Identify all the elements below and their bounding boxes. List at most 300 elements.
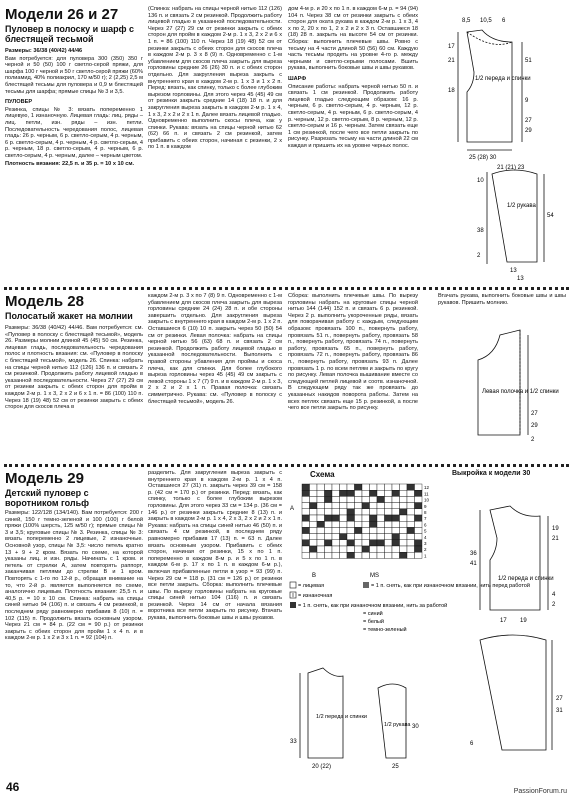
chart-cell — [355, 515, 363, 521]
chart-cell — [310, 490, 318, 496]
chart-cell — [370, 552, 378, 558]
chart-cell — [370, 509, 378, 515]
chart-cell — [392, 496, 400, 502]
chart-cell — [392, 515, 400, 521]
chart-cell — [407, 534, 415, 540]
chart-cell — [332, 540, 340, 546]
stitch-chart — [288, 480, 438, 580]
chart-cell — [317, 509, 325, 515]
chart-cell — [415, 496, 423, 502]
chart-cell — [317, 527, 325, 533]
section-models-26-27 — [0, 0, 573, 285]
chart-arrow-a-label: A — [290, 506, 295, 512]
chart-cell — [385, 496, 393, 502]
chart-cell — [377, 509, 385, 515]
chart-cell — [332, 484, 340, 490]
chart-cell — [355, 509, 363, 515]
chart-cell — [325, 515, 333, 521]
chart-cell — [347, 546, 355, 552]
chart-cell — [400, 527, 408, 533]
d1-n10: 29 — [525, 128, 532, 134]
chart-cell — [317, 490, 325, 496]
chart-cell — [302, 540, 310, 546]
child-pattern-diagrams — [288, 648, 438, 778]
chart-cell — [362, 546, 370, 552]
chart-cell — [325, 496, 333, 502]
chart-cell — [310, 503, 318, 509]
chart-cell — [302, 484, 310, 490]
chart-cell — [415, 484, 423, 490]
p30-n6: 19 — [520, 618, 527, 624]
chart-cell — [332, 527, 340, 533]
m28-text-4: Втачать рукава, выполнить боковые швы и швы рукавов. Пришить молнию. — [438, 293, 566, 306]
chart-cell — [347, 540, 355, 546]
d2-n2: 54 — [547, 213, 554, 219]
chart-cell — [377, 515, 385, 521]
chart-arrow-b-label: B — [312, 573, 317, 579]
chart-row-number: 10 — [424, 497, 430, 503]
chart-cell — [415, 534, 423, 540]
chart-cell — [400, 509, 408, 515]
m29-text-2: разделить. Для закругления выреза закрыть с внутреннего края в каждом 2-м р. 1 х 4 п. Оставшиеся 27 (31) п. закрыть через 39 см = 158 р. (42 см = 170 р.) от резинки. Перед: вязать, как спинку, только с более глубоким вырезом горловины. Для этого через 33 см = 134 р. (36 см = 146 р.) от резинки закрыть средние 8 (13) п. и закрыть в каждом 2-м р. 1 х 4, 2 х 3, 2 х 2 и 2 х 1 п. Рукава: набрать на спицы синей нитью 46 (50) п. и связать 4 см резинкой, в последнем ряду равномерно прибавив 17 (13) п. = 63 п. Далее вязать основным узором. Прибавить с обеих сторон, начиная от резинки, 15 х по 1 п. попеременно в каждом 8-м р. и 5 х по 1 п. в каждом 6-м р. 17 х по 1 п. в каждом 6-м р.), включая прибавленные петли в узор = 93 (99) п. Через 29 см = 118 р. (31 см = 126 р.) от резинки все петли закрыть. Сборка: выполнить плечевые швы. По вырезу горловины набрать на круговые спицы синей нитью 104 (116) п. и связать резинкой. Через 14 см от начала вязания воротника все петли закрыть по рисунку. Втачать рукава, выполнить боковые швы и швы рукавов. — [148, 470, 282, 622]
p30-n8: 2 — [552, 602, 556, 608]
chart-cell — [302, 490, 310, 496]
chart-cell — [332, 509, 340, 515]
chart-cell — [392, 503, 400, 509]
chart-cell — [377, 552, 385, 558]
chart-cell — [415, 540, 423, 546]
chart-cell — [392, 484, 400, 490]
scheme-title: Схема — [310, 470, 335, 479]
chart-cell — [325, 490, 333, 496]
small-bot-1: 20 (22) — [312, 764, 332, 770]
watermark: PassionForum.ru — [513, 788, 567, 795]
chart-cell — [355, 496, 363, 502]
sleeve-assembly-text: дом 4-м р. и 20 х по 1 п. в каждом 6-м р. = 94 (94) 104 п. Через 38 см от резинки закрыть с обеих сторон для окатa рукава в каждом 2-м р. 1 х 3, 4 х по 2, 20 х по 1, 2 х 2 и 2 х 3 п. Оставшиеся 18 (18) 28 п. закрыть на высоте 54 см от резинки. Сборка: выполнить плечевые швы. Ровно с тесьму на 4 части длиной 50 (56) 60 см. Каждую часть тесьмы продеть на уровне 4-го р. между черными и светло-серыми полосами. Вшить рукава, выполнить боковые швы и швы рукавов. — [288, 6, 418, 72]
chart-cell — [355, 521, 363, 527]
m28-column-2 — [148, 293, 282, 457]
d1-bottom: 25 (28) 30 — [469, 155, 497, 161]
d1-n5: 21 — [448, 58, 455, 64]
small-n1: 33 — [290, 739, 297, 745]
chart-cell — [302, 546, 310, 552]
chart-cell — [347, 552, 355, 558]
chart-cell — [385, 484, 393, 490]
chart-cell — [340, 534, 348, 540]
d1-n4: 17 — [448, 44, 455, 50]
chart-cell — [385, 521, 393, 527]
chart-cell — [407, 503, 415, 509]
chart-cell — [347, 490, 355, 496]
chart-cell — [317, 534, 325, 540]
chart-cell — [407, 546, 415, 552]
chart-cell — [392, 540, 400, 546]
chart-cell — [407, 521, 415, 527]
chart-cell — [325, 534, 333, 540]
chart-cell — [400, 552, 408, 558]
chart-cell — [370, 546, 378, 552]
page-title: Модели 26 и 27 — [5, 6, 119, 23]
chart-cell — [407, 509, 415, 515]
m29-column-2 — [148, 470, 282, 780]
model-28-title: Модель 28 — [5, 293, 84, 310]
chart-cell — [355, 527, 363, 533]
chart-cell — [377, 503, 385, 509]
m28-column-4 — [438, 293, 566, 313]
chart-row-number: 12 — [424, 485, 430, 491]
chart-cell — [362, 552, 370, 558]
chart-cell — [310, 552, 318, 558]
chart-cell — [332, 546, 340, 552]
chart-cell — [302, 503, 310, 509]
chart-cell — [385, 534, 393, 540]
m28-column-3 — [288, 293, 418, 457]
chart-cell — [302, 509, 310, 515]
p30-n3: 36 — [470, 551, 477, 557]
materials-text: Вам потребуется: для пуловера 300 (350) 350 г черной и 50 (50) 100 г светло-серой пряжи, для шарфа 100 г черной и 50 г светло-серой пряжи (60% полиамид, 40% полиакрил, 170 м/50 г); 2 (2,25) 2,5 м блестящей тесьмы для пуловера и 0,9 м блестящей тесьмы для шарфа; прямые спицы № 3 и 3,5. — [5, 55, 143, 95]
chart-cell — [370, 496, 378, 502]
chart-cell — [310, 546, 318, 552]
chart-cell — [302, 515, 310, 521]
section-model-29 — [0, 468, 573, 768]
chart-cell — [362, 484, 370, 490]
d1-n6: 51 — [525, 58, 532, 64]
chart-cell — [325, 527, 333, 533]
legend-purl: = изнаночная — [298, 593, 333, 599]
chart-cell — [317, 546, 325, 552]
chart-cell — [392, 490, 400, 496]
chart-cell — [362, 503, 370, 509]
chart-cell — [310, 527, 318, 533]
chart-row-number: 4 — [424, 534, 427, 540]
chart-cell — [370, 503, 378, 509]
chart-cell — [370, 521, 378, 527]
chart-cell — [362, 521, 370, 527]
chart-cell — [355, 534, 363, 540]
chart-row-number: 11 — [424, 491, 429, 497]
chart-cell — [340, 521, 348, 527]
chart-cell — [392, 546, 400, 552]
model-28-subtitle: Полосатый жакет на молнии — [5, 311, 133, 321]
chart-cell — [302, 527, 310, 533]
chart-cell — [355, 552, 363, 558]
model-29-title: Модель 29 — [5, 470, 84, 487]
m28-column-1 — [5, 325, 143, 457]
chart-row-number: 6 — [424, 522, 427, 528]
chart-cell — [392, 534, 400, 540]
d1-n8: 9 — [525, 98, 529, 104]
chart-cell — [407, 490, 415, 496]
d1-n3: 6 — [502, 18, 506, 24]
d1-n7: 18 — [448, 88, 455, 94]
m29-text-1: Размеры: 122/128 (134/140). Вам потребуется: 200 г синей, 150 г темно-зеленой и 100 (100) г белой пряжи (100% шерсть, 125 м/50 г); прямые спицы № 3 и 3,5; круговые спицы № 3. Резинка, спицы № 3: вязать попеременно 2 лицевые, 2 изнаночные. Основной узор, спицы № 3,5: число петель кратно 13 + 9 + 2 кром. Вязать по схеме, на которой указаны лиц. и изн. ряды. Начинать с 1 кром. и петель от стрелки А, затем повторять раппорт, заканчивая петлями до стрелки В и 1 кром. Повторять с 1-го по 12-й р., обращая внимание на то, что 2-й р. является выполняется по схеме, аналогично лицевым. Плотность вязания: 25,5 п. и 40,5 р. = 10 х 10 см. Спинка: набрать на спицы синей нитью 94 (106) п. и связать 4 см резинкой, в последнем ряду равномерно прибавив 8 (10) п. = 102 (115) п. Продолжить вязать основным узором. Через 21 см = 84 р. (22 см = 90 р.) от резинки закрыть с обеих сторон для пройм 1 х 4 п. и в каждом 2-м р. 1 х 2 и 3 х 1 п. = 92 (104) п. — [5, 510, 143, 642]
model-29-subtitle: Детский пуловер с воротником гольф — [5, 488, 90, 508]
p30-n2: 21 — [552, 536, 559, 542]
chart-cell — [347, 527, 355, 533]
chart-cell — [340, 552, 348, 558]
chart-cell — [325, 540, 333, 546]
d1-n9: 27 — [525, 118, 532, 124]
p30-sleeve-n3: 31 — [556, 708, 563, 714]
chart-cell — [400, 540, 408, 546]
chart-cell — [347, 534, 355, 540]
chart-cell — [392, 552, 400, 558]
chart-cell — [392, 527, 400, 533]
chart-cell — [400, 496, 408, 502]
chart-cell — [377, 490, 385, 496]
chart-cell — [302, 521, 310, 527]
chart-cell — [377, 540, 385, 546]
chart-cell — [385, 490, 393, 496]
chart-cell — [407, 515, 415, 521]
chart-cell — [377, 534, 385, 540]
d2-bottom: 13 — [517, 276, 524, 282]
jacket-pattern-diagram — [420, 315, 559, 455]
chart-cell — [415, 503, 423, 509]
chart-cell — [362, 534, 370, 540]
chart-cell — [362, 490, 370, 496]
chart-cell — [302, 496, 310, 502]
d2-n1: 10 — [477, 178, 484, 184]
chart-cell — [400, 546, 408, 552]
small-label-2: 1/2 рукава — [384, 722, 411, 728]
small-bot-2: 25 — [392, 764, 399, 770]
m28-text-2: каждом 2-м р. 3 х по 7 (8) 9 п. Одновременно с 1-м убавлением для скосов плеча закрыть для выреза горловины средние 24 (24) 28 п. и обе стороны завершить отдельно. Для закругления выреза закрыть с внутреннего края в каждом 2-м р. 1 х 2 п. Оставшиеся 6 (10) 10 п. закрыть через 50 (50) 54 см от резинки. Левая полочка: набрать на спицы черной нитью 56 (63) 68 п. и связать 2 см резинкой. Продолжить работу лицевой гладью в указанной последовательности. Выполнить с правой стороны убавления для проймы и скоса плеча, как для спинки. Для более глубокого выреза горловины через 45 (45) 49 см закрыть с левой стороны 1 х 7 (7) 9 п. и в каждом 2-м р. 1 х 3, 2 х 2 и 2 х 1 п. Правая полочка: связать симметрично. Рукава: см. «Пуловер в полоску с блестящей тесьмой», модель 26. — [148, 293, 282, 405]
chart-cell — [340, 515, 348, 521]
chart-cell — [310, 540, 318, 546]
d1-n2: 10,5 — [480, 18, 492, 24]
chart-cell — [377, 546, 385, 552]
chart-cell — [385, 546, 393, 552]
chart-cell — [355, 540, 363, 546]
chart-cell — [347, 484, 355, 490]
p30-sleeve-n1: 27 — [556, 696, 563, 702]
chart-cell — [317, 521, 325, 527]
text-column-2 — [148, 6, 282, 282]
chart-cell — [310, 496, 318, 502]
chart-cell — [370, 484, 378, 490]
chart-cell — [385, 509, 393, 515]
jacket-n1: 27 — [531, 411, 538, 417]
chart-cell — [415, 527, 423, 533]
chart-row-number: 2 — [424, 547, 427, 553]
chart-cell — [392, 509, 400, 515]
chart-cell — [385, 515, 393, 521]
chart-cell — [415, 546, 423, 552]
density-text: Плотность вязания: 22,5 п. и 35 р. = 10 х 10 см. — [5, 160, 135, 167]
chart-cell — [362, 527, 370, 533]
pullover-heading: ПУЛОВЕР — [5, 99, 33, 106]
chart-row-number: 1 — [424, 553, 427, 559]
page-number: 46 — [6, 780, 20, 794]
chart-cell — [370, 534, 378, 540]
chart-cell — [310, 515, 318, 521]
d2-n4: 2 — [477, 253, 481, 259]
p30-n5: 17 — [500, 618, 507, 624]
chart-cell — [310, 521, 318, 527]
d1-n1: 8,5 — [462, 18, 471, 24]
chart-cell — [415, 552, 423, 558]
m28-text-3: Сборка: выполнить плечевые швы. По вырезу горловины набрать на круговые спицы черной нитью 144 (144) 152 п. и связать 6 р. резинкой. Через 2 р. выполнить укороченные ряды, вязать для поворачивая работу с каждым, следующим образом: провязать 100 п., повернуть работу, провязать 51 п., повернуть работу, провязать 58 п., повернуть работу, провязать 74 п., повернуть работу, провязать 65 п., повернуть работу, провязать 72 п., повернуть работу, провязать 86 п., повернуть работу, провязать 93 п. Далее провязать 1 р. по всем петлям и закрыть по кругу по рисунку. Левая полочка вышивание вместе со следующей петлей лицевой и соотв. изнаночной. В следующем ряду так же провязать до указанных накидов поворота работы. Затем на всех петлях связать еще 15 р. резинкой, а после чего все петли закрыть по рисунку. — [288, 293, 418, 412]
chart-cell — [400, 521, 408, 527]
chart-cell — [340, 540, 348, 546]
chart-cell — [340, 509, 348, 515]
chart-cell — [400, 534, 408, 540]
chart-cell — [355, 503, 363, 509]
chart-cell — [370, 490, 378, 496]
chart-cell — [325, 521, 333, 527]
chart-cell — [355, 546, 363, 552]
chart-cell — [310, 509, 318, 515]
text-column-3 — [288, 6, 418, 282]
chart-cell — [362, 540, 370, 546]
chart-cell — [317, 540, 325, 546]
chart-cell — [317, 496, 325, 502]
p30-n4: 41 — [470, 561, 477, 567]
d2-label: 1/2 рукава — [507, 203, 536, 209]
legend-slip-front: = 1 п. снять, как при изнаночном вязании, нить перед работой — [371, 583, 530, 589]
chart-cell — [317, 503, 325, 509]
chart-row-number: 3 — [424, 541, 427, 546]
scarf-heading: ШАРФ — [288, 75, 307, 82]
chart-cell — [415, 515, 423, 521]
chart-cell — [377, 484, 385, 490]
legend-slip-back: = 1 п. снять, как при изнаночном вязании, нить за работой — [298, 603, 448, 609]
chart-cell — [310, 484, 318, 490]
legend-blue: = синий — [363, 611, 383, 617]
divider-1 — [4, 287, 569, 290]
chart-cell — [370, 527, 378, 533]
chart-cell — [370, 515, 378, 521]
chart-cell — [340, 527, 348, 533]
chart-cell — [400, 490, 408, 496]
chart-cell — [385, 503, 393, 509]
p30-label: 1/2 переда и спинки — [498, 576, 554, 582]
d2-top: 21 (21) 23 — [497, 165, 525, 171]
chart-cell — [407, 484, 415, 490]
chart-cell — [392, 521, 400, 527]
chart-cell — [325, 484, 333, 490]
chart-cell — [340, 490, 348, 496]
divider-2 — [4, 464, 569, 467]
technique-text: Резинка, спицы № 3: вязать попеременно 1 лицевую, 1 изнаночную. Лицевая гладь: лиц. ряды – лиц. петли, изн. ряды – изн. петли. Последовательность чередования полос, лицевая гладь: 26 р. черным, 6 р. светло-серым, 4 р. черным, 6 р. светло-серым, 4 р. черным, 4 р. светло-серым, 4 р. черным, 18 р. светло-серым, 4 р. черным, 6 р. светло-серым, 4 р. черным, далее – черным цветом. — [5, 106, 143, 159]
chart-cell — [400, 503, 408, 509]
chart-cell — [317, 515, 325, 521]
chart-cell — [347, 503, 355, 509]
chart-cell — [377, 521, 385, 527]
jacket-n3: 2 — [531, 437, 535, 443]
chart-cell — [340, 503, 348, 509]
chart-cell — [415, 509, 423, 515]
legend-white: = белый — [363, 619, 384, 625]
chart-row-number: 7 — [424, 516, 427, 522]
model-30-pattern — [440, 480, 570, 770]
chart-cell — [340, 484, 348, 490]
chart-cell — [347, 509, 355, 515]
legend-green: = темно-зеленый — [363, 627, 407, 633]
d1-label: 1/2 переда и спинки — [475, 76, 531, 82]
chart-cell — [325, 546, 333, 552]
chart-cell — [302, 552, 310, 558]
chart-cell — [325, 509, 333, 515]
chart-cell — [332, 521, 340, 527]
chart-cell — [347, 521, 355, 527]
chart-cell — [355, 484, 363, 490]
small-n2: 30 — [412, 724, 419, 730]
section-model-28 — [0, 291, 573, 461]
p30-n1: 19 — [552, 526, 559, 532]
chart-cell — [317, 552, 325, 558]
chart-cell — [332, 552, 340, 558]
chart-cell — [377, 527, 385, 533]
chart-rapport-label: MS — [370, 573, 379, 579]
chart-cell — [385, 527, 393, 533]
sizes-line: Размеры: 36/38 (40/42) 44/46 — [5, 48, 83, 54]
chart-cell — [332, 496, 340, 502]
chart-cell — [370, 540, 378, 546]
chart-cell — [377, 496, 385, 502]
chart-cell — [332, 490, 340, 496]
chart-cell — [407, 527, 415, 533]
chart-cell — [355, 490, 363, 496]
scarf-text: Описание работы: набрать черной нитью 50 п. и связать 1 см резинкой. Продолжить работу лицевой гладью следующим образом: 16 р. черным, 6 р. светло-серым, 4 р. черным, 12 р. светло-серым, 4 р. черным, 6 р. светло-серым, 4 р. черным, 12 р. светло-серым, 8 р. черным, 12 р. светло-серым и 16 р. черным. Затем связать еще 1 см резинкой, после чего все петли закрыть по рисунку. Разрезать тесьму на части длиной 22 см каждая и пришить их на уровне черных полос. — [288, 83, 418, 149]
chart-cell — [332, 534, 340, 540]
p30-sleeve-n2: 6 — [470, 741, 474, 747]
chart-cell — [347, 515, 355, 521]
m28-text-1: Размеры: 36/38 (40/42) 44/46. Вам потребуется: см. «Пуловер в полоску с блестящей тесьмой», модель 26. Размеры молнии длиной 45 (45) 50 см. Резинка, лицевая гладь, последовательность чередования полос и плотность вязания: см. «Пуловер в полоску с блестящей тесьмой», модель 26. Спинка: набрать на спицы черной нитью 112 (126) 136 п. и связать 2 см резинкой. Продолжить работу лицевой гладью в указанной последовательности. Через 27 (27) 29 см от резинки закрыть с обеих сторон для пройм в каждом 2-м р. 1 х 3, 2 х 2 и 6 х 1 п. = 86 (100) 110 п. Через 18 (19) 48) 52 см от резинки закрыть с обеих сторон для скосов плеча в — [5, 325, 143, 411]
chart-cell — [362, 515, 370, 521]
legend-knit: = лицевая — [298, 583, 325, 589]
chart-cell — [400, 484, 408, 490]
chart-cell — [317, 484, 325, 490]
d2-n3: 38 — [477, 228, 484, 234]
chart-row-number: 9 — [424, 503, 427, 509]
chart-cell — [415, 490, 423, 496]
chart-cell — [332, 503, 340, 509]
chart-cell — [362, 509, 370, 515]
chart-cell — [325, 503, 333, 509]
chart-cell — [310, 534, 318, 540]
chart-cell — [332, 515, 340, 521]
chart-cell — [302, 534, 310, 540]
jacket-n2: 29 — [531, 423, 538, 429]
chart-cell — [407, 552, 415, 558]
chart-row-number: 5 — [424, 528, 427, 534]
chart-row-number: 8 — [424, 510, 427, 515]
chart-cell — [407, 540, 415, 546]
chart-cell — [325, 552, 333, 558]
chart-cell — [347, 496, 355, 502]
p30-n7: 4 — [552, 592, 556, 598]
chart-cell — [415, 521, 423, 527]
jacket-label: Левая полочка и 1/2 спинки — [482, 389, 559, 395]
chart-cell — [340, 546, 348, 552]
chart-cell — [362, 496, 370, 502]
chart-cell — [407, 496, 415, 502]
chart-cell — [400, 515, 408, 521]
chart-cell — [385, 540, 393, 546]
m29-column-1 — [5, 510, 143, 780]
d2-n5: 13 — [510, 268, 517, 274]
pattern-30-title: Выкройка к модели 30 — [452, 470, 531, 477]
pullover-pattern-diagram — [422, 2, 572, 282]
text-column-1 — [5, 48, 143, 282]
chart-cell — [385, 552, 393, 558]
subtitle: Пуловер в полоску и шарф с блестящей тесьмой — [5, 24, 135, 44]
instructions-text: (Спинка: набрать на спицы черной нитью 112 (126) 136 п. и связать 2 см резинкой. Продолжить работу лицевой гладью в указанной последовательности. Через 27 (27) 29 см от резинки закрыть с обеих сторон для пройм в каждом 2-м р. 1 х 3, 2 х 2 и 6 х 1 п. = 86 (100) 110 п. Через 18 (19) 48) 52 см от резинки закрыть с обеих сторон для скосов плеча в каждом 2-м р. 3 х 8 (9) п. Одновременно с 1-м убавлением для скосов плеча закрыть для выреза горловины средние 26 (26) 30 п. и с обеих сторон отдельно. Для закругления выреза закрыть с внутреннего края в каждом 2-м р. 1 х 3 и 1 х 2 п. Перед: вязать, как спинку, только с более глубоким вырезом горловины. Для этого через 45 (45) 49 см от резинки закрыть средние 14 (18) 18 п. и для закругления выреза закрыть в каждом 2-м р. 1 х 4, 1 х 3, 2 х 2 и 2 х 1 п. Далее вязать лицевой гладью. Одновременно выполнить скосы плеча, как у спинки. Рукава: вязать на спицы черной нитью 62 (62) 66 п. и связать 2 см резинкой, затем прибавить с обеих сторон, начиная с резинки, 2 х по 1 п. в каждом — [148, 6, 282, 151]
small-label-1: 1/2 переда и спинки — [316, 714, 367, 720]
chart-cell — [340, 496, 348, 502]
